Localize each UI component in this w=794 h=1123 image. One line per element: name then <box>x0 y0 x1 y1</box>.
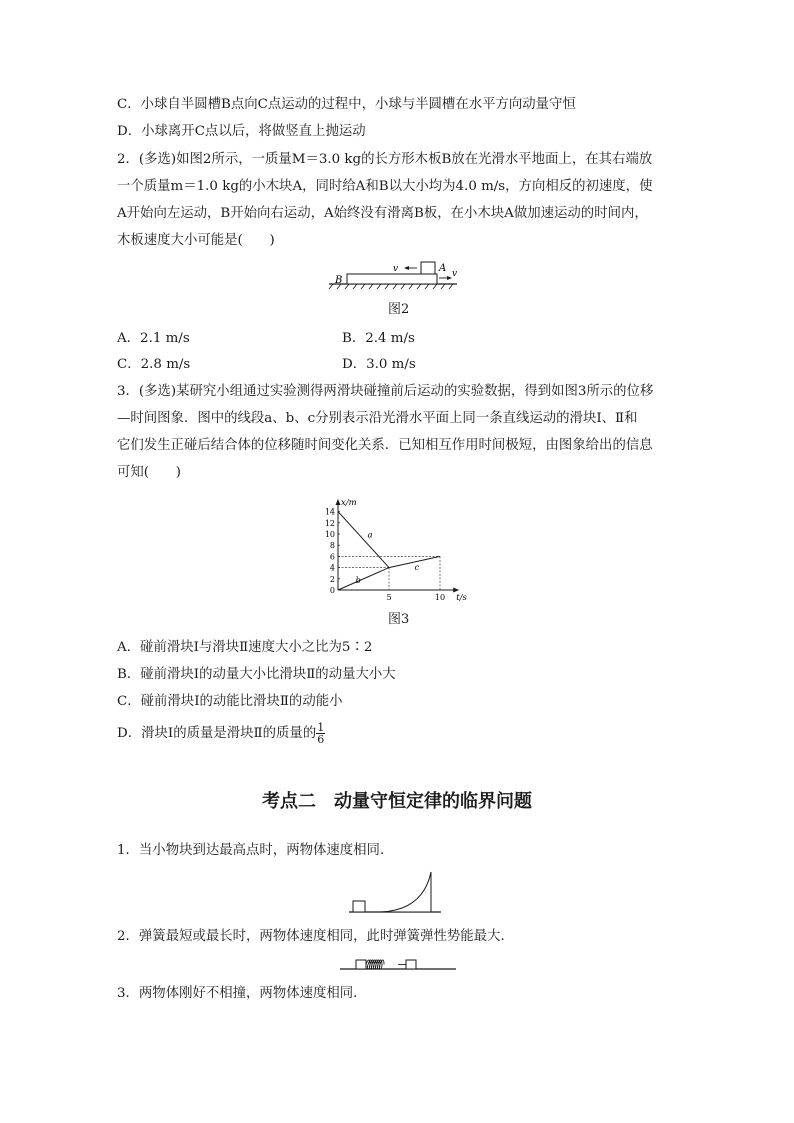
q2-line-3: A开始向左运动，B开始向右运动，A始终没有滑离B板，在小木块A做加速运动的时间内， <box>117 206 648 221</box>
q3-option-d <box>117 722 325 745</box>
figure-spring-blocks <box>338 953 458 973</box>
section-title: 考点二 动量守恒定律的临界问题 <box>262 791 532 812</box>
q3-line-2: —时间图象．图中的线段a、b、c分别表示沿光滑水平面上同一条直线运动的滑块Ⅰ、Ⅱ和 <box>117 411 638 426</box>
q3-option-d-text: D．滑块Ⅰ的质量是滑块Ⅱ的质量的 <box>117 726 317 741</box>
figure-2-board-block <box>325 256 465 292</box>
y-tick-label: 2 <box>329 574 335 584</box>
label-b: B <box>335 275 343 286</box>
figure-3-xt-chart <box>310 486 480 606</box>
x-axis-arrow <box>453 588 459 593</box>
fraction-denominator: 6 <box>317 733 325 746</box>
label-v-left: v <box>393 264 399 274</box>
section2-point-3: 3．两物体刚好不相撞，两物体速度相同． <box>117 986 367 1001</box>
series-line-a <box>338 512 389 568</box>
fraction-numerator: 1 <box>317 721 325 734</box>
option-c-prev: C．小球自半圆槽B点向C点运动的过程中，小球与半圆槽在水平方向动量守恒 <box>117 97 576 112</box>
y-tick-label: 12 <box>324 518 335 528</box>
x-tick-label: 10 <box>434 593 446 602</box>
figure-block-curved-slope <box>345 868 445 918</box>
figure-2-caption: 图2 <box>388 302 410 317</box>
q3-line-1: 3．(多选)某研究小组通过实验测得两滑块碰撞前后运动的实验数据，得到如图3所示的位移 <box>117 384 654 399</box>
section2-point-2: 2．弹簧最短或最长时，两物体速度相同，此时弹簧弹性势能最大． <box>117 929 514 944</box>
y-tick-label: 10 <box>324 530 335 539</box>
q2-option-d: D．3.0 m/s <box>342 357 416 372</box>
y-tick-label: 6 <box>329 552 335 562</box>
figure-3-caption: 图3 <box>388 612 410 627</box>
y-axis-label: x/m <box>341 498 357 508</box>
y-tick-label: 14 <box>324 507 335 517</box>
q3-option-c: C．碰前滑块Ⅰ的动能比滑块Ⅱ的动能小 <box>117 694 343 709</box>
q3-option-a: A．碰前滑块Ⅰ与滑块Ⅱ速度大小之比为5∶2 <box>117 640 373 655</box>
y-tick-label: 4 <box>329 563 335 573</box>
label-v-right: v <box>452 269 458 279</box>
option-d-prev: D．小球离开C点以后，将做竖直上抛运动 <box>117 124 366 139</box>
y-axis-arrow <box>336 499 341 505</box>
q3-option-b: B．碰前滑块Ⅰ的动量大小比滑块Ⅱ的动量大小大 <box>117 667 396 682</box>
label-a: A <box>439 263 447 274</box>
q2-option-c: C．2.8 m/s <box>117 357 191 372</box>
series-label-b: b <box>355 575 361 586</box>
section2-point-1: 1．当小物块到达最高点时，两物体速度相同． <box>117 843 394 858</box>
q2-option-a: A．2.1 m/s <box>117 331 190 346</box>
fraction-one-sixth <box>316 722 325 745</box>
q2-line-2: 一个质量m＝1.0 kg的小木块A，同时给A和B以大小均为4.0 m/s，方向相反的初速度，使 <box>117 179 653 194</box>
series-line-b <box>338 568 389 590</box>
q3-line-3: 它们发生正碰后结合体的位移随时间变化关系．已知相互作用时间极短，由图象给出的信息 <box>117 438 653 453</box>
series-label-a: a <box>367 530 373 541</box>
series-label-c: c <box>414 563 420 573</box>
x-tick-label: 5 <box>386 593 392 602</box>
y-tick-label: 0 <box>329 586 335 595</box>
x-axis-label: t/s <box>456 593 467 603</box>
y-tick-label: 8 <box>329 541 335 551</box>
q2-option-b: B．2.4 m/s <box>342 331 415 346</box>
q3-line-4: 可知( ) <box>117 465 182 480</box>
q2-line-1: 2．(多选)如图2所示，一质量M＝3.0 kg的长方形木板B放在光滑水平地面上，在其右端放 <box>117 152 653 167</box>
q2-line-4: 木板速度大小可能是( ) <box>117 233 275 248</box>
